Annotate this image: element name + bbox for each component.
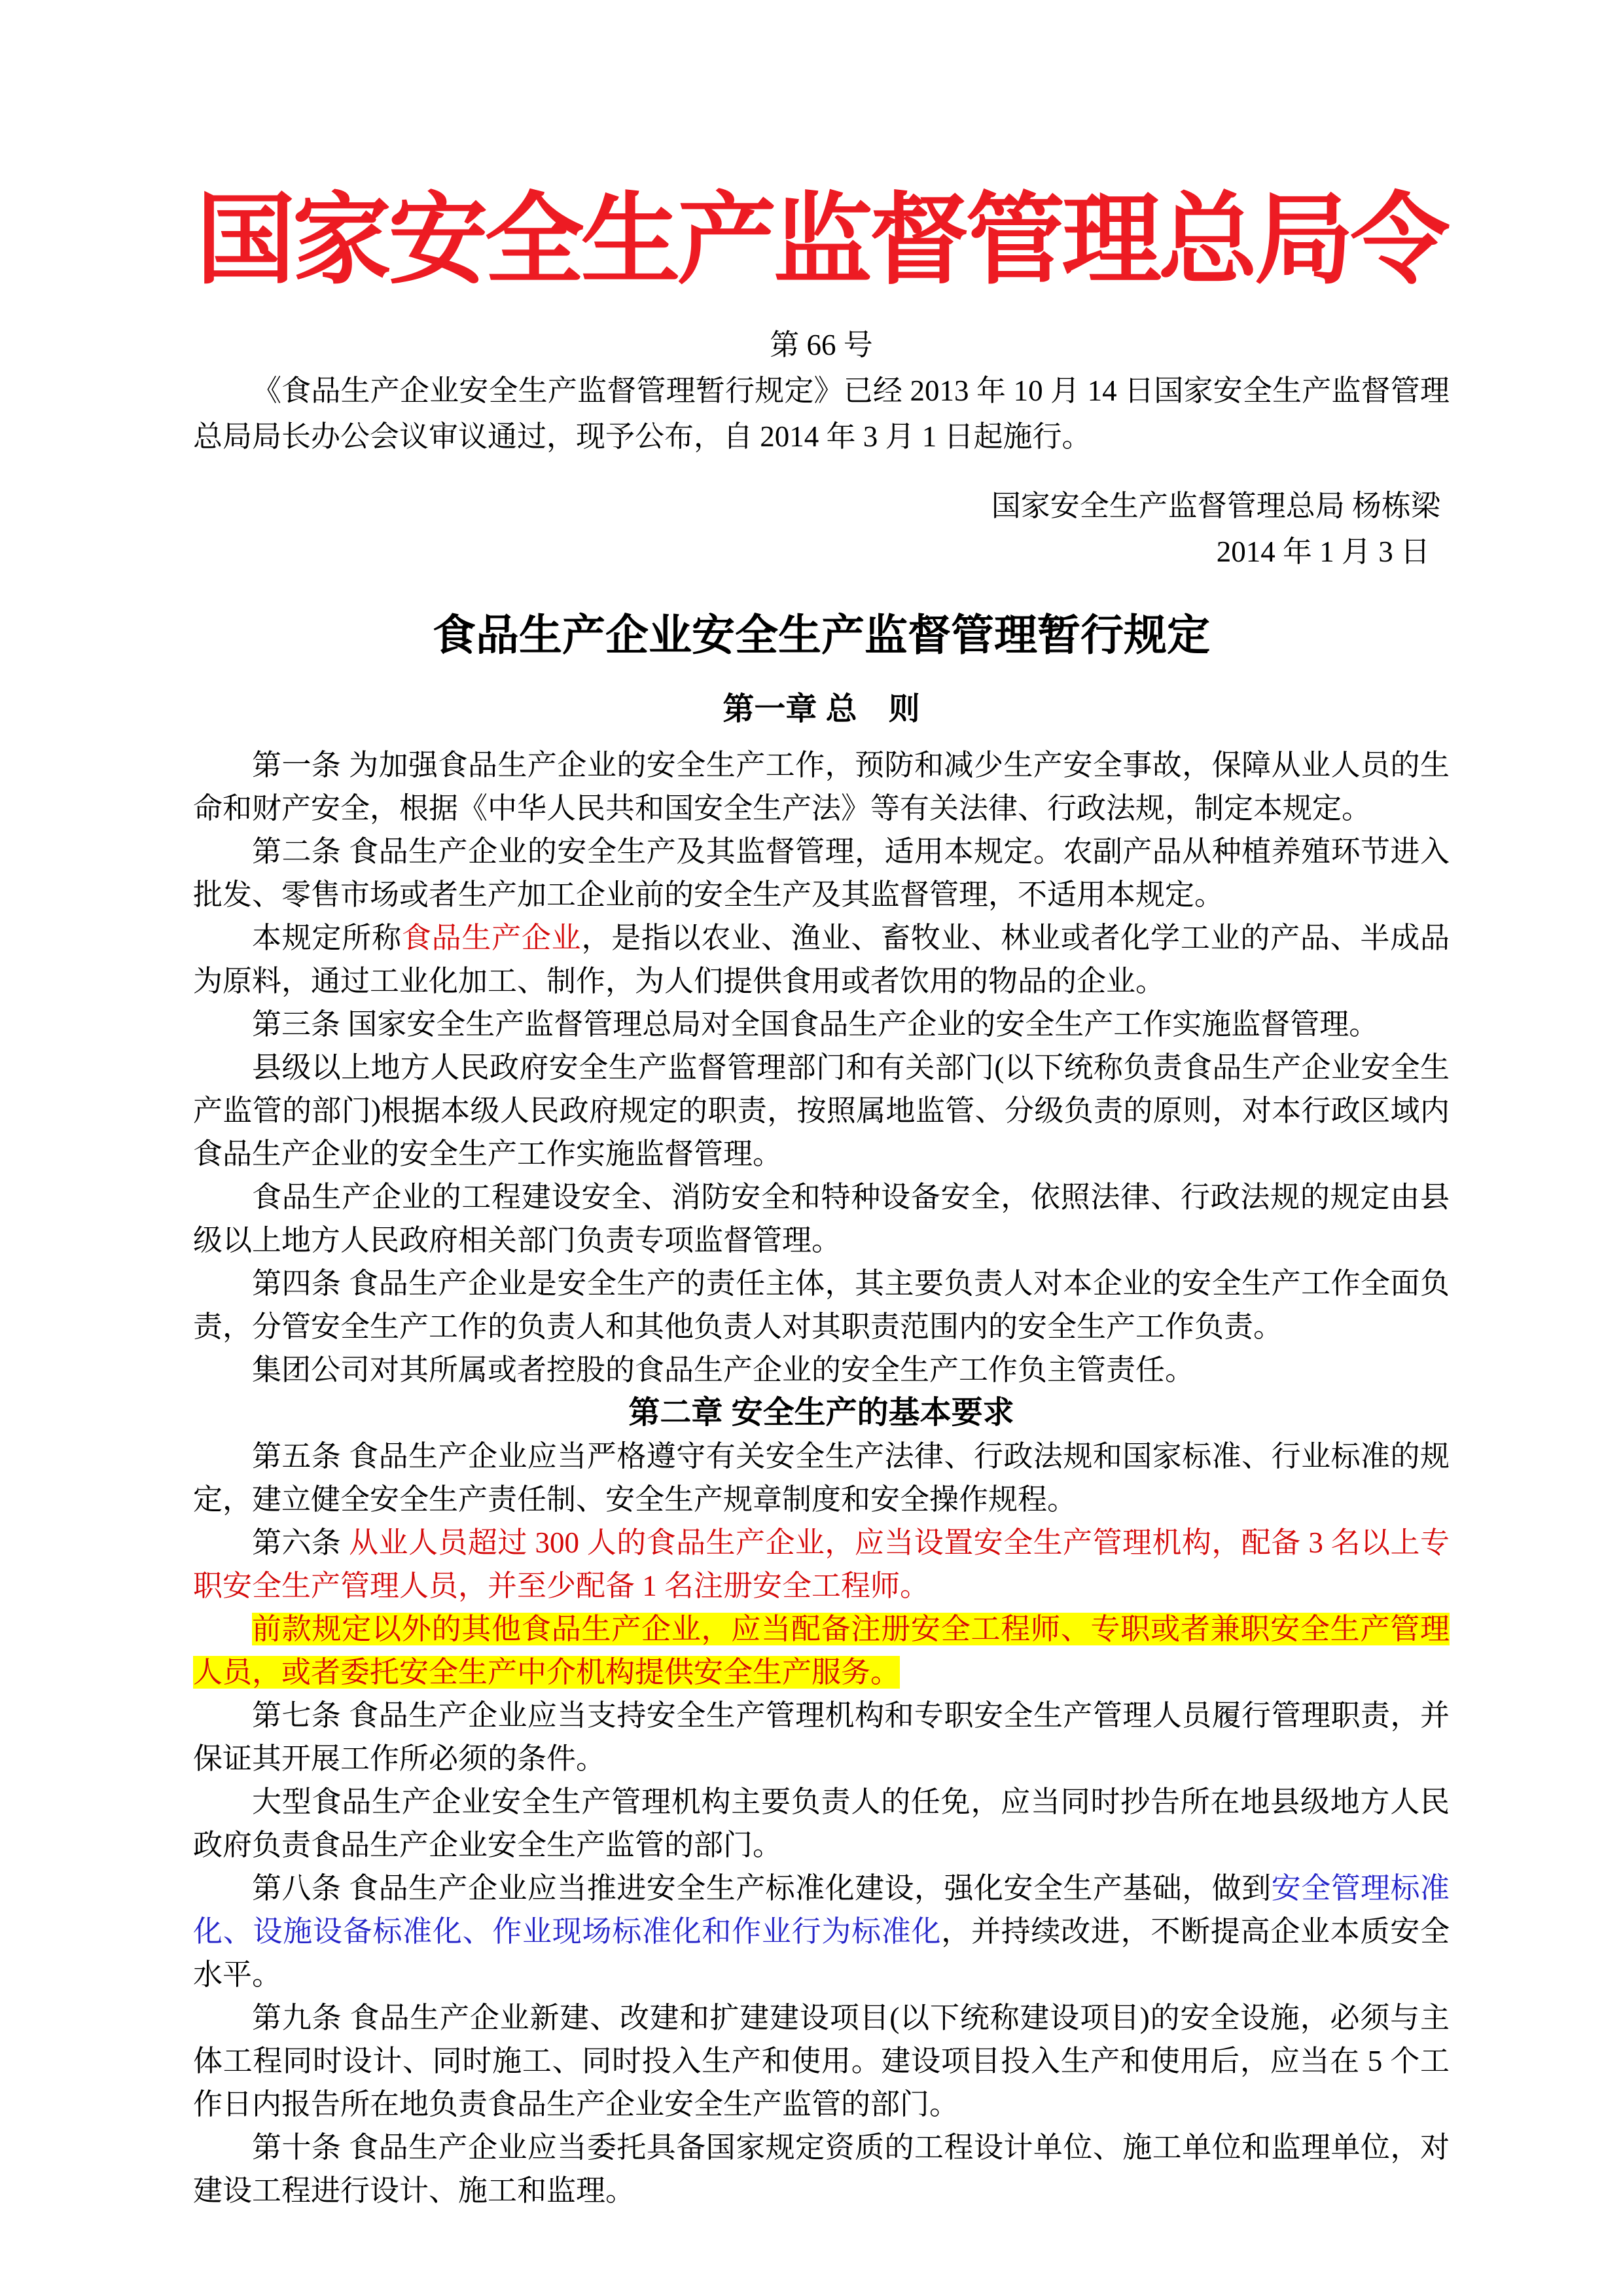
- signature-line: 国家安全生产监督管理总局 杨栋梁: [991, 490, 1440, 522]
- blue-standardization-text: 安全管理标准化、设施设备标准化、作业现场标准化和作业行为标准化: [193, 1872, 1450, 1948]
- article-2: 第二条 食品生产企业的安全生产及其监督管理，适用本规定。农副产品从种植养殖环节进入批发、零售市场或者生产加工企业前的安全生产及其监督管理，不适用本规定。: [193, 835, 1450, 911]
- article-1: 第一条 为加强食品生产企业的安全生产工作，预防和减少生产安全事故，保障从业人员的生命和财产安全，根据《中华人民共和国安全生产法》等有关法律、行政法规，制定本规定。: [193, 749, 1450, 825]
- text-run: ，是指以农业、渔业、畜牧业、林业或者化学工业的产品、半成品为原料，通过工业化加工、制作，为人们提供食用或者饮用的物品的企业。: [193, 922, 1450, 997]
- signature-date: 2014 年 1 月 3 日: [1216, 535, 1430, 568]
- article-9: 第九条 食品生产企业新建、改建和扩建建设项目(以下统称建设项目)的安全设施，必须与主体工程同时设计、同时施工、同时投入生产和使用。建设项目投入生产和使用后，应当在 5 个工作日内报告所在地负责食品生产企业安全生产监管的部门。: [193, 2001, 1450, 2121]
- article-4-para-2: 集团公司对其所属或者控股的食品生产企业的安全生产工作负主管责任。: [252, 1354, 1195, 1386]
- masthead-title: 国家安全生产监督管理总局令: [196, 186, 1447, 296]
- text-run: 本规定所称: [252, 922, 402, 954]
- article-3-para-2: 县级以上地方人民政府安全生产监督管理部门和有关部门(以下统称负责食品生产企业安全生产监管的部门)根据本级人民政府规定的职责，按照属地监管、分级负责的原则，对本行政区域内食品生产企业的安全生产工作实施监督管理。: [193, 1051, 1450, 1170]
- issue-number: 第 66 号: [770, 329, 873, 361]
- article-7-para-2: 大型食品生产企业安全生产管理机构主要负责人的任免，应当同时抄告所在地县级地方人民政府负责食品生产企业安全生产监管的部门。: [193, 1785, 1450, 1861]
- document-title: 食品生产企业安全生产监督管理暂行规定: [433, 611, 1210, 659]
- red-term-food-enterprise: 食品生产企业: [401, 922, 582, 954]
- article-6: [193, 1521, 1450, 1607]
- chapter-1-heading: 第一章 总 则: [722, 692, 920, 726]
- promulgation-paragraph: 《食品生产企业安全生产监督管理暂行规定》已经 2013 年 10 月 14 日国家安全生产监督管理总局局长办公会议审议通过，现予公布，自 2014 年 3 月 1 日起施行。: [193, 374, 1450, 453]
- highlighted-red-text: 前款规定以外的其他食品生产企业，应当配备注册安全工程师、专职或者兼职安全生产管理人员，或者委托安全生产中介机构提供安全生产服务。: [193, 1613, 1450, 1689]
- article-5: 第五条 食品生产企业应当严格遵守有关安全生产法律、行政法规和国家标准、行业标准的规定，建立健全安全生产责任制、安全生产规章制度和安全操作规程。: [193, 1440, 1450, 1516]
- article-8: [193, 1867, 1450, 1996]
- article-6-red-text: 从业人员超过 300 人的食品生产企业，应当设置安全生产管理机构，配备 3 名以上专职安全生产管理人员，并至少配备 1 名注册安全工程师。: [193, 1526, 1450, 1602]
- article-6-label: 第六条: [252, 1526, 349, 1559]
- text-run: ，并持续改进，不断提高企业本质安全水平。: [193, 1915, 1450, 1991]
- article-7: 第七条 食品生产企业应当支持安全生产管理机构和专职安全生产管理人员履行管理职责，并保证其开展工作所必须的条件。: [193, 1699, 1450, 1775]
- chapter-2-heading: 第二章 安全生产的基本要求: [628, 1395, 1014, 1430]
- article-3: 第三条 国家安全生产监督管理总局对全国食品生产企业的安全生产工作实施监督管理。: [252, 1008, 1379, 1041]
- article-6-para-2: [193, 1607, 1450, 1694]
- article-4: 第四条 食品生产企业是安全生产的责任主体，其主要负责人对本企业的安全生产工作全面负责，分管安全生产工作的负责人和其他负责人对其职责范围内的安全生产工作负责。: [193, 1267, 1450, 1343]
- text-run: 第八条 食品生产企业应当推进安全生产标准化建设，强化安全生产基础，做到: [252, 1872, 1272, 1905]
- article-3-para-3: 食品生产企业的工程建设安全、消防安全和特种设备安全，依照法律、行政法规的规定由县级以上地方人民政府相关部门负责专项监督管理。: [193, 1181, 1450, 1257]
- article-2-definition: [193, 916, 1450, 1003]
- article-10: 第十条 食品生产企业应当委托具备国家规定资质的工程设计单位、施工单位和监理单位，对建设工程进行设计、施工和监理。: [193, 2131, 1450, 2207]
- document-body: [193, 744, 1450, 2212]
